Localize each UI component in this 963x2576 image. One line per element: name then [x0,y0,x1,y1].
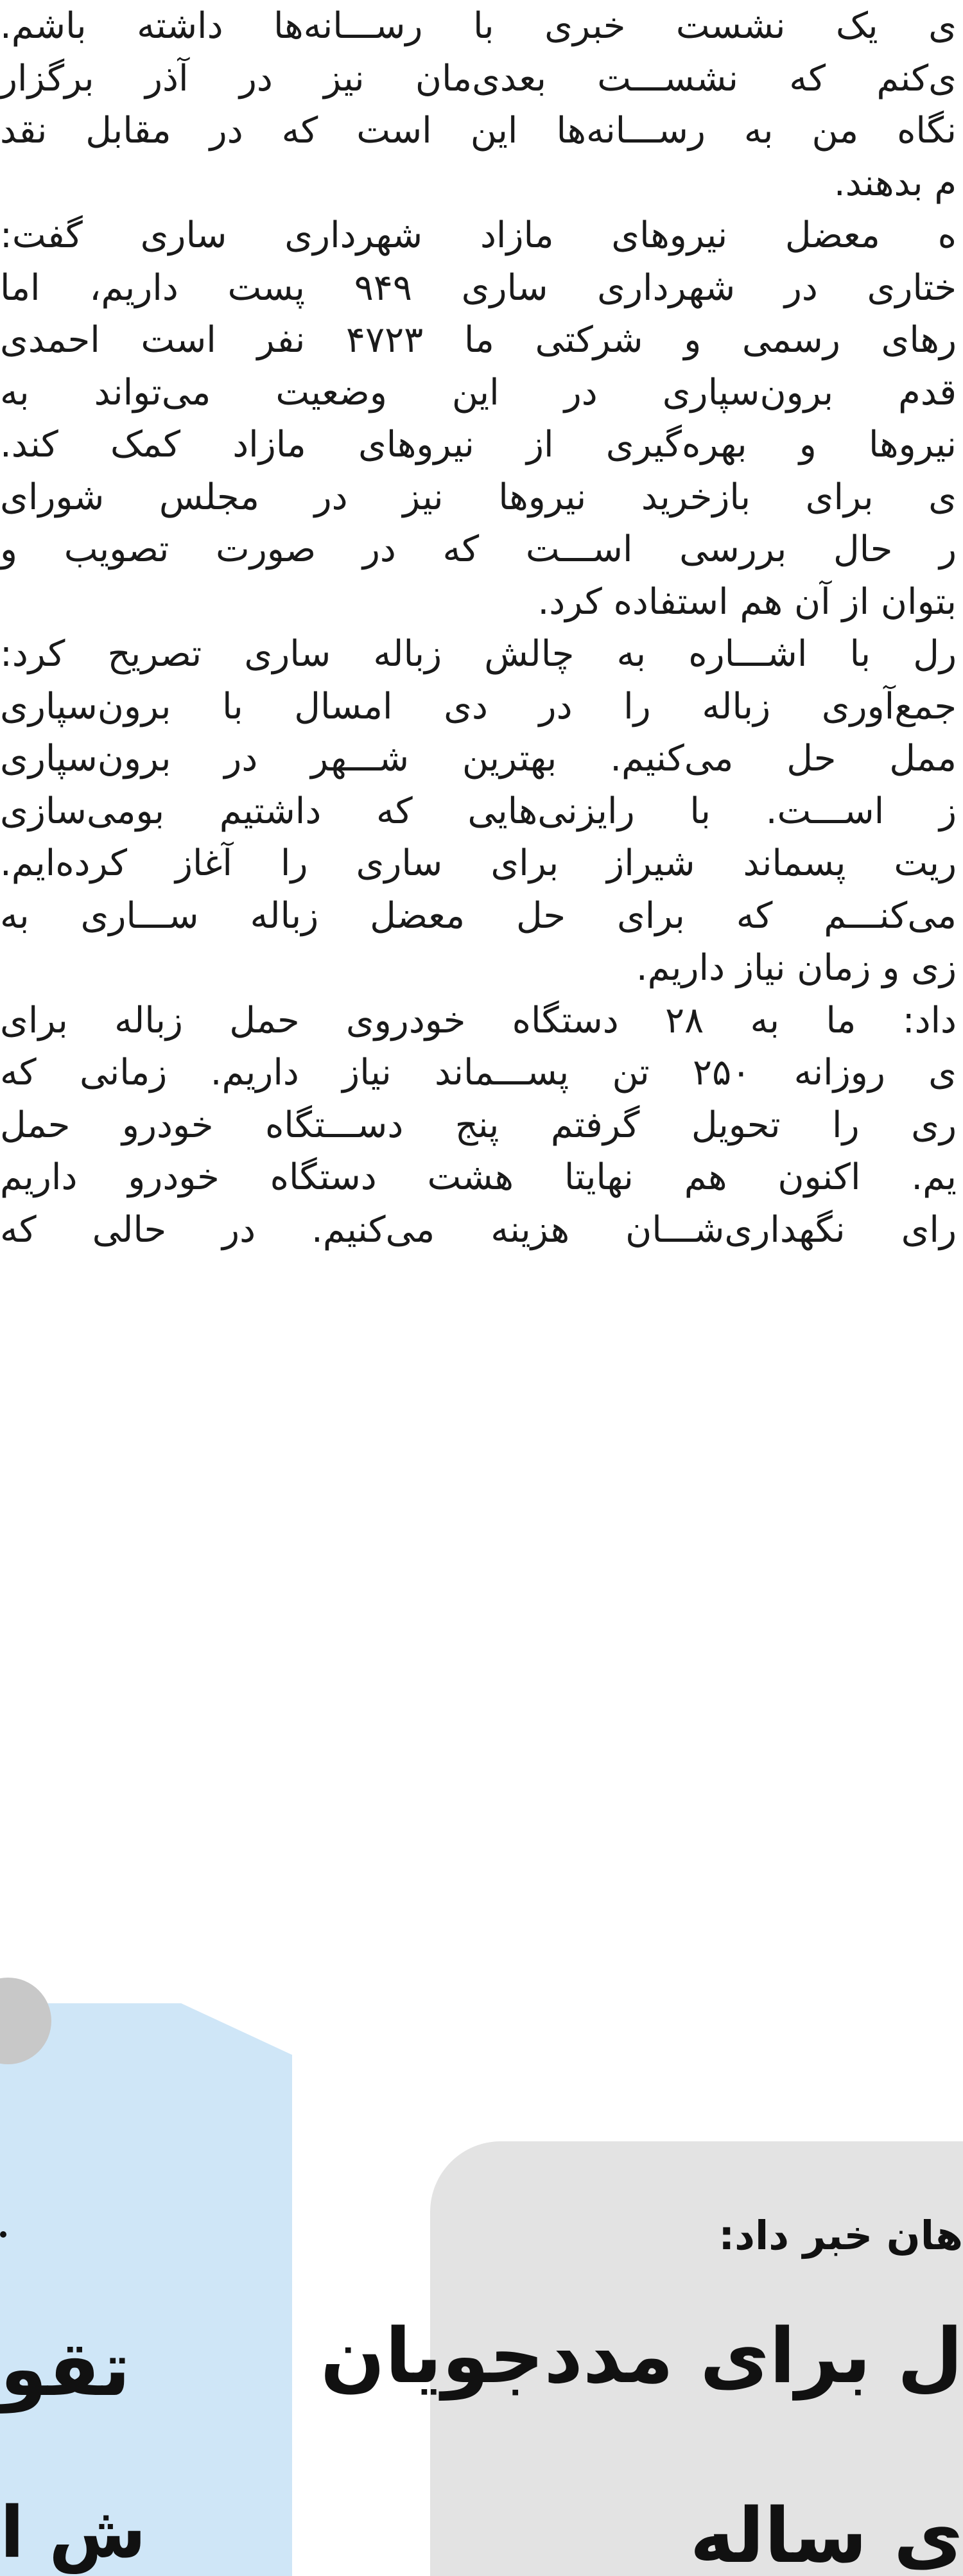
grey-box-headline: ل برای مددجویان [320,2311,963,2400]
grey-box-headline-line2: ی ساله [690,2491,963,2576]
article-line: ی‌کنم که نشســـت بعدی‌مان نیز در آذر برگزار [0,57,957,100]
article-line: ر حال بررسی اســـت که در صورت تصویب و [0,528,957,570]
article-line: یم. اکنون هم نهایتا هشت دستگاه خودرو داریم [0,1156,957,1198]
grey-box-kicker: هان خبر داد: [718,2212,963,2259]
article-line: زی و زمان نیاز داریم. [636,947,957,989]
article-line: ختاری در شهرداری ساری ۹۴۹ پست داریم، اما [0,266,957,309]
article-line: نگاه من به رســـانه‌ها این است که در مقابل نقد [0,110,957,152]
article-line: ه معضل نیروهای مازاد شهرداری ساری گفت: [0,214,957,256]
article-line: ی یک نشست خبری با رســـانه‌ها داشته باشم. [0,5,957,47]
article-line: رل با اشـــاره به چالش زباله ساری تصریح کرد: [0,633,957,675]
blue-news-box [0,2003,292,2576]
article-line: بتوان از آن هم استفاده کرد. [537,580,957,623]
article-body [0,0,957,1256]
article-line: رای نگهداری‌شـــان هزینه می‌کنیم. در حالی که [0,1208,957,1251]
article-line: ریت پسماند شیراز برای ساری را آغاز کرده‌ایم. [0,842,957,884]
article-line: جمع‌آوری زباله را در دی امسال با برون‌سپاری [0,685,957,727]
article-line: ز اســـت. با رایزنی‌هایی که داشتیم بومی‌سازی [0,790,957,832]
blue-box-headline-line2: ش ا [0,2491,146,2573]
article-line: داد: ما به ۲۸ دستگاه خودروی حمل زباله برای [0,999,957,1041]
article-line: ممل حل می‌کنیم. بهترین شـــهر در برون‌سپاری [0,738,957,779]
bullet-dot [0,2231,6,2238]
article-line: می‌کنـــم که برای حل معضل زباله ســـاری به [0,894,957,937]
article-line: ری را تحویل گرفتم پنج دســـتگاه خودرو حمل [0,1104,957,1146]
article-line: قدم برون‌سپاری در این وضعیت می‌تواند به [0,371,957,413]
blue-box-headline: تقو [0,2324,131,2413]
article-line: م بدهند. [833,162,957,204]
article-line: ی روزانه ۲۵۰ تن پســـماند نیاز داریم. زمانی که [0,1052,957,1093]
article-line: نیروها و بهره‌گیری از نیروهای مازاد کمک کند. [0,424,957,466]
article-line: رهای رسمی و شرکتی ما ۴۷۲۳ نفر است احمدی [0,319,957,361]
article-line: ی برای بازخرید نیروها نیز در مجلس شورای [0,476,957,518]
